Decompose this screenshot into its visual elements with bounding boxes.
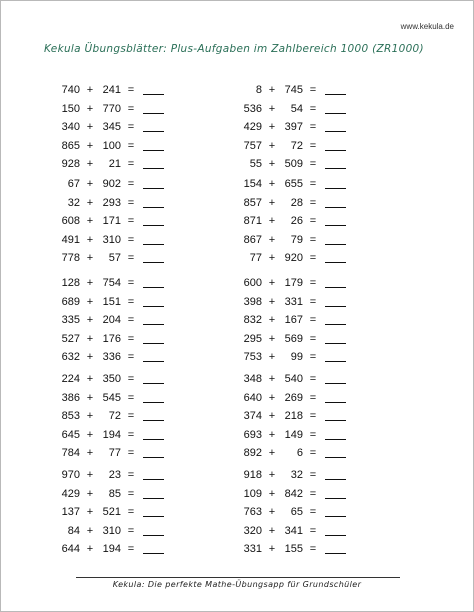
answer-blank[interactable] bbox=[325, 295, 346, 307]
answer-blank[interactable] bbox=[325, 487, 346, 499]
plus-sign: + bbox=[268, 102, 276, 115]
plus-sign: + bbox=[268, 252, 276, 264]
answer-blank[interactable] bbox=[143, 524, 164, 536]
answer-blank[interactable] bbox=[143, 139, 164, 151]
answer-blank[interactable] bbox=[325, 139, 346, 151]
plus-sign: + bbox=[86, 139, 94, 152]
equals-sign: = bbox=[309, 487, 317, 500]
answer-blank[interactable] bbox=[325, 446, 346, 458]
answer-blank[interactable] bbox=[143, 177, 164, 189]
addend-2: 218 bbox=[284, 410, 303, 422]
addend-2: 569 bbox=[284, 332, 303, 345]
addend-1: 645 bbox=[61, 428, 80, 441]
equals-sign: = bbox=[309, 215, 317, 227]
answer-blank[interactable] bbox=[143, 295, 164, 307]
site-url: www.kekula.de bbox=[400, 22, 454, 31]
addend-2: 32 bbox=[290, 469, 303, 481]
answer-blank[interactable] bbox=[143, 542, 164, 554]
addend-2: 77 bbox=[108, 447, 121, 459]
addend-2: 57 bbox=[108, 252, 121, 264]
worksheet-title: Kekula Übungsblätter: Plus-Aufgaben im Zahlbereich 1000 (ZR1000) bbox=[44, 43, 424, 55]
answer-blank[interactable] bbox=[143, 157, 164, 169]
plus-sign: + bbox=[268, 351, 276, 363]
plus-sign: + bbox=[86, 84, 94, 96]
plus-sign: + bbox=[86, 295, 94, 308]
answer-blank[interactable] bbox=[325, 157, 346, 169]
answer-blank[interactable] bbox=[325, 524, 346, 536]
addend-2: 21 bbox=[108, 158, 121, 170]
addend-1: 128 bbox=[61, 277, 80, 289]
addend-1: 763 bbox=[243, 506, 262, 518]
equals-sign: = bbox=[127, 428, 135, 441]
equals-sign: = bbox=[309, 391, 317, 404]
addend-1: 386 bbox=[61, 391, 80, 404]
equals-sign: = bbox=[127, 277, 135, 289]
answer-blank[interactable] bbox=[143, 276, 164, 288]
equals-sign: = bbox=[309, 469, 317, 481]
addend-2: 85 bbox=[108, 487, 121, 500]
addend-1: 224 bbox=[61, 373, 80, 385]
plus-sign: + bbox=[268, 314, 276, 326]
addend-2: 151 bbox=[102, 295, 121, 308]
equals-sign: = bbox=[127, 373, 135, 385]
addend-2: 269 bbox=[284, 391, 303, 404]
plus-sign: + bbox=[86, 487, 94, 500]
answer-blank[interactable] bbox=[325, 332, 346, 344]
addend-2: 65 bbox=[290, 506, 303, 518]
answer-blank[interactable] bbox=[143, 409, 164, 421]
plus-sign: + bbox=[268, 373, 276, 385]
equals-sign: = bbox=[309, 447, 317, 459]
equals-sign: = bbox=[309, 373, 317, 385]
plus-sign: + bbox=[86, 428, 94, 441]
equals-sign: = bbox=[127, 410, 135, 422]
addend-1: 871 bbox=[243, 215, 262, 227]
plus-sign: + bbox=[268, 410, 276, 422]
plus-sign: + bbox=[268, 178, 276, 190]
answer-blank[interactable] bbox=[143, 446, 164, 458]
answer-blank[interactable] bbox=[325, 542, 346, 554]
equals-sign: = bbox=[309, 332, 317, 345]
plus-sign: + bbox=[268, 428, 276, 441]
addend-1: 374 bbox=[243, 410, 262, 422]
equals-sign: = bbox=[127, 233, 135, 246]
addend-2: 54 bbox=[290, 102, 303, 115]
plus-sign: + bbox=[86, 524, 94, 537]
addend-1: 536 bbox=[243, 102, 262, 115]
equals-sign: = bbox=[127, 447, 135, 459]
addend-1: 753 bbox=[243, 351, 262, 363]
addend-2: 194 bbox=[102, 543, 121, 555]
addend-1: 632 bbox=[61, 351, 80, 363]
equals-sign: = bbox=[309, 524, 317, 537]
addend-2: 341 bbox=[284, 524, 303, 537]
plus-sign: + bbox=[268, 158, 276, 170]
addend-1: 32 bbox=[67, 196, 80, 209]
addend-2: 745 bbox=[284, 84, 303, 96]
addend-2: 204 bbox=[102, 314, 121, 326]
answer-blank[interactable] bbox=[143, 214, 164, 226]
addend-2: 770 bbox=[102, 102, 121, 115]
addend-2: 72 bbox=[108, 410, 121, 422]
equals-sign: = bbox=[127, 506, 135, 518]
addend-1: 137 bbox=[61, 506, 80, 518]
addend-1: 55 bbox=[249, 158, 262, 170]
equals-sign: = bbox=[127, 196, 135, 209]
answer-blank[interactable] bbox=[325, 505, 346, 517]
equals-sign: = bbox=[309, 252, 317, 264]
addend-1: 335 bbox=[61, 314, 80, 326]
addend-1: 832 bbox=[243, 314, 262, 326]
plus-sign: + bbox=[86, 102, 94, 115]
equals-sign: = bbox=[309, 121, 317, 133]
addend-1: 600 bbox=[243, 277, 262, 289]
equals-sign: = bbox=[127, 524, 135, 537]
equals-sign: = bbox=[309, 196, 317, 209]
plus-sign: + bbox=[268, 215, 276, 227]
footer-divider bbox=[76, 577, 400, 578]
addend-2: 171 bbox=[102, 215, 121, 227]
answer-blank[interactable] bbox=[143, 233, 164, 245]
plus-sign: + bbox=[86, 252, 94, 264]
addend-2: 155 bbox=[284, 543, 303, 555]
addend-2: 179 bbox=[284, 277, 303, 289]
addend-1: 867 bbox=[243, 233, 262, 246]
addend-1: 527 bbox=[61, 332, 80, 345]
answer-blank[interactable] bbox=[143, 120, 164, 132]
addend-1: 491 bbox=[61, 233, 80, 246]
footer-text: Kekula: Die perfekte Mathe-Übungsapp für Grundschüler bbox=[112, 580, 362, 589]
addend-1: 740 bbox=[61, 84, 80, 96]
answer-blank[interactable] bbox=[325, 102, 346, 114]
addend-1: 340 bbox=[61, 121, 80, 133]
plus-sign: + bbox=[268, 543, 276, 555]
addend-2: 23 bbox=[108, 469, 121, 481]
addend-1: 853 bbox=[61, 410, 80, 422]
addend-1: 928 bbox=[61, 158, 80, 170]
equals-sign: = bbox=[309, 428, 317, 441]
plus-sign: + bbox=[268, 233, 276, 246]
equals-sign: = bbox=[127, 314, 135, 326]
answer-blank[interactable] bbox=[143, 313, 164, 325]
addend-2: 241 bbox=[102, 84, 121, 96]
equals-sign: = bbox=[309, 139, 317, 152]
equals-sign: = bbox=[127, 139, 135, 152]
answer-blank[interactable] bbox=[325, 409, 346, 421]
addend-2: 310 bbox=[102, 524, 121, 537]
plus-sign: + bbox=[86, 373, 94, 385]
answer-blank[interactable] bbox=[143, 468, 164, 480]
addend-2: 26 bbox=[290, 215, 303, 227]
addend-2: 176 bbox=[102, 332, 121, 345]
plus-sign: + bbox=[86, 314, 94, 326]
answer-blank[interactable] bbox=[325, 313, 346, 325]
equals-sign: = bbox=[309, 506, 317, 518]
answer-blank[interactable] bbox=[325, 251, 346, 263]
answer-blank[interactable] bbox=[143, 83, 164, 95]
addend-1: 67 bbox=[67, 178, 80, 190]
addend-2: 521 bbox=[102, 506, 121, 518]
plus-sign: + bbox=[86, 391, 94, 404]
plus-sign: + bbox=[86, 351, 94, 363]
addend-2: 6 bbox=[296, 447, 303, 459]
equals-sign: = bbox=[127, 543, 135, 555]
plus-sign: + bbox=[268, 447, 276, 459]
answer-blank[interactable] bbox=[325, 391, 346, 403]
equals-sign: = bbox=[309, 295, 317, 308]
addend-1: 857 bbox=[243, 196, 262, 209]
addend-1: 865 bbox=[61, 139, 80, 152]
addend-1: 644 bbox=[61, 543, 80, 555]
equals-sign: = bbox=[127, 121, 135, 133]
addend-2: 545 bbox=[102, 391, 121, 404]
addend-1: 348 bbox=[243, 373, 262, 385]
addend-1: 84 bbox=[67, 524, 80, 537]
plus-sign: + bbox=[268, 332, 276, 345]
plus-sign: + bbox=[268, 506, 276, 518]
plus-sign: + bbox=[86, 196, 94, 209]
plus-sign: + bbox=[86, 233, 94, 246]
plus-sign: + bbox=[86, 469, 94, 481]
addend-1: 398 bbox=[243, 295, 262, 308]
addend-1: 295 bbox=[243, 332, 262, 345]
plus-sign: + bbox=[86, 543, 94, 555]
addend-2: 842 bbox=[284, 487, 303, 500]
answer-blank[interactable] bbox=[143, 251, 164, 263]
plus-sign: + bbox=[86, 215, 94, 227]
plus-sign: + bbox=[86, 277, 94, 289]
addend-1: 892 bbox=[243, 447, 262, 459]
plus-sign: + bbox=[268, 469, 276, 481]
addend-2: 72 bbox=[290, 139, 303, 152]
answer-blank[interactable] bbox=[325, 350, 346, 362]
addend-2: 397 bbox=[284, 121, 303, 133]
plus-sign: + bbox=[86, 410, 94, 422]
addend-2: 920 bbox=[284, 252, 303, 264]
plus-sign: + bbox=[86, 332, 94, 345]
plus-sign: + bbox=[86, 178, 94, 190]
equals-sign: = bbox=[127, 469, 135, 481]
addend-1: 689 bbox=[61, 295, 80, 308]
addend-2: 754 bbox=[102, 277, 121, 289]
addend-1: 970 bbox=[61, 469, 80, 481]
addend-1: 109 bbox=[243, 487, 262, 500]
equals-sign: = bbox=[309, 102, 317, 115]
addend-2: 194 bbox=[102, 428, 121, 441]
addend-1: 918 bbox=[243, 469, 262, 481]
equals-sign: = bbox=[309, 314, 317, 326]
plus-sign: + bbox=[268, 121, 276, 133]
addend-1: 784 bbox=[61, 447, 80, 459]
equals-sign: = bbox=[127, 295, 135, 308]
answer-blank[interactable] bbox=[325, 214, 346, 226]
equals-sign: = bbox=[309, 351, 317, 363]
plus-sign: + bbox=[268, 295, 276, 308]
plus-sign: + bbox=[268, 277, 276, 289]
answer-blank[interactable] bbox=[325, 428, 346, 440]
addend-2: 336 bbox=[102, 351, 121, 363]
addend-1: 154 bbox=[243, 178, 262, 190]
answer-blank[interactable] bbox=[143, 102, 164, 114]
addend-2: 902 bbox=[102, 178, 121, 190]
equals-sign: = bbox=[127, 252, 135, 264]
equals-sign: = bbox=[127, 351, 135, 363]
addend-2: 99 bbox=[290, 351, 303, 363]
addend-2: 331 bbox=[284, 295, 303, 308]
equals-sign: = bbox=[309, 178, 317, 190]
answer-blank[interactable] bbox=[143, 487, 164, 499]
addend-1: 8 bbox=[255, 84, 262, 96]
answer-blank[interactable] bbox=[143, 332, 164, 344]
equals-sign: = bbox=[309, 277, 317, 289]
equals-sign: = bbox=[127, 215, 135, 227]
equals-sign: = bbox=[127, 332, 135, 345]
equals-sign: = bbox=[309, 233, 317, 246]
answer-blank[interactable] bbox=[143, 196, 164, 208]
answer-blank[interactable] bbox=[143, 372, 164, 384]
addend-2: 293 bbox=[102, 196, 121, 209]
plus-sign: + bbox=[268, 391, 276, 404]
plus-sign: + bbox=[86, 158, 94, 170]
addend-1: 331 bbox=[243, 543, 262, 555]
addend-2: 149 bbox=[284, 428, 303, 441]
addend-1: 757 bbox=[243, 139, 262, 152]
equals-sign: = bbox=[309, 84, 317, 96]
answer-blank[interactable] bbox=[325, 233, 346, 245]
addend-2: 509 bbox=[284, 158, 303, 170]
plus-sign: + bbox=[86, 506, 94, 518]
addend-1: 429 bbox=[243, 121, 262, 133]
answer-blank[interactable] bbox=[325, 177, 346, 189]
answer-blank[interactable] bbox=[143, 428, 164, 440]
addend-1: 693 bbox=[243, 428, 262, 441]
addend-2: 310 bbox=[102, 233, 121, 246]
addend-1: 640 bbox=[243, 391, 262, 404]
answer-blank[interactable] bbox=[325, 372, 346, 384]
addend-2: 350 bbox=[102, 373, 121, 385]
addend-1: 778 bbox=[61, 252, 80, 264]
plus-sign: + bbox=[268, 84, 276, 96]
equals-sign: = bbox=[127, 391, 135, 404]
answer-blank[interactable] bbox=[325, 468, 346, 480]
answer-blank[interactable] bbox=[325, 120, 346, 132]
plus-sign: + bbox=[268, 524, 276, 537]
plus-sign: + bbox=[86, 447, 94, 459]
addend-2: 28 bbox=[290, 196, 303, 209]
equals-sign: = bbox=[309, 543, 317, 555]
equals-sign: = bbox=[127, 178, 135, 190]
equals-sign: = bbox=[127, 158, 135, 170]
plus-sign: + bbox=[86, 121, 94, 133]
plus-sign: + bbox=[268, 196, 276, 209]
addend-1: 320 bbox=[243, 524, 262, 537]
addend-2: 167 bbox=[284, 314, 303, 326]
equals-sign: = bbox=[127, 84, 135, 96]
equals-sign: = bbox=[127, 487, 135, 500]
plus-sign: + bbox=[268, 487, 276, 500]
answer-blank[interactable] bbox=[325, 196, 346, 208]
equals-sign: = bbox=[309, 158, 317, 170]
answer-blank[interactable] bbox=[325, 83, 346, 95]
addend-1: 77 bbox=[249, 252, 262, 264]
addend-2: 345 bbox=[102, 121, 121, 133]
addend-1: 150 bbox=[61, 102, 80, 115]
plus-sign: + bbox=[268, 139, 276, 152]
addend-1: 429 bbox=[61, 487, 80, 500]
equals-sign: = bbox=[127, 102, 135, 115]
answer-blank[interactable] bbox=[143, 505, 164, 517]
addend-2: 655 bbox=[284, 178, 303, 190]
addend-2: 100 bbox=[102, 139, 121, 152]
answer-blank[interactable] bbox=[143, 391, 164, 403]
answer-blank[interactable] bbox=[143, 350, 164, 362]
answer-blank[interactable] bbox=[325, 276, 346, 288]
addend-2: 540 bbox=[284, 373, 303, 385]
addend-1: 608 bbox=[61, 215, 80, 227]
equals-sign: = bbox=[309, 410, 317, 422]
addend-2: 79 bbox=[290, 233, 303, 246]
